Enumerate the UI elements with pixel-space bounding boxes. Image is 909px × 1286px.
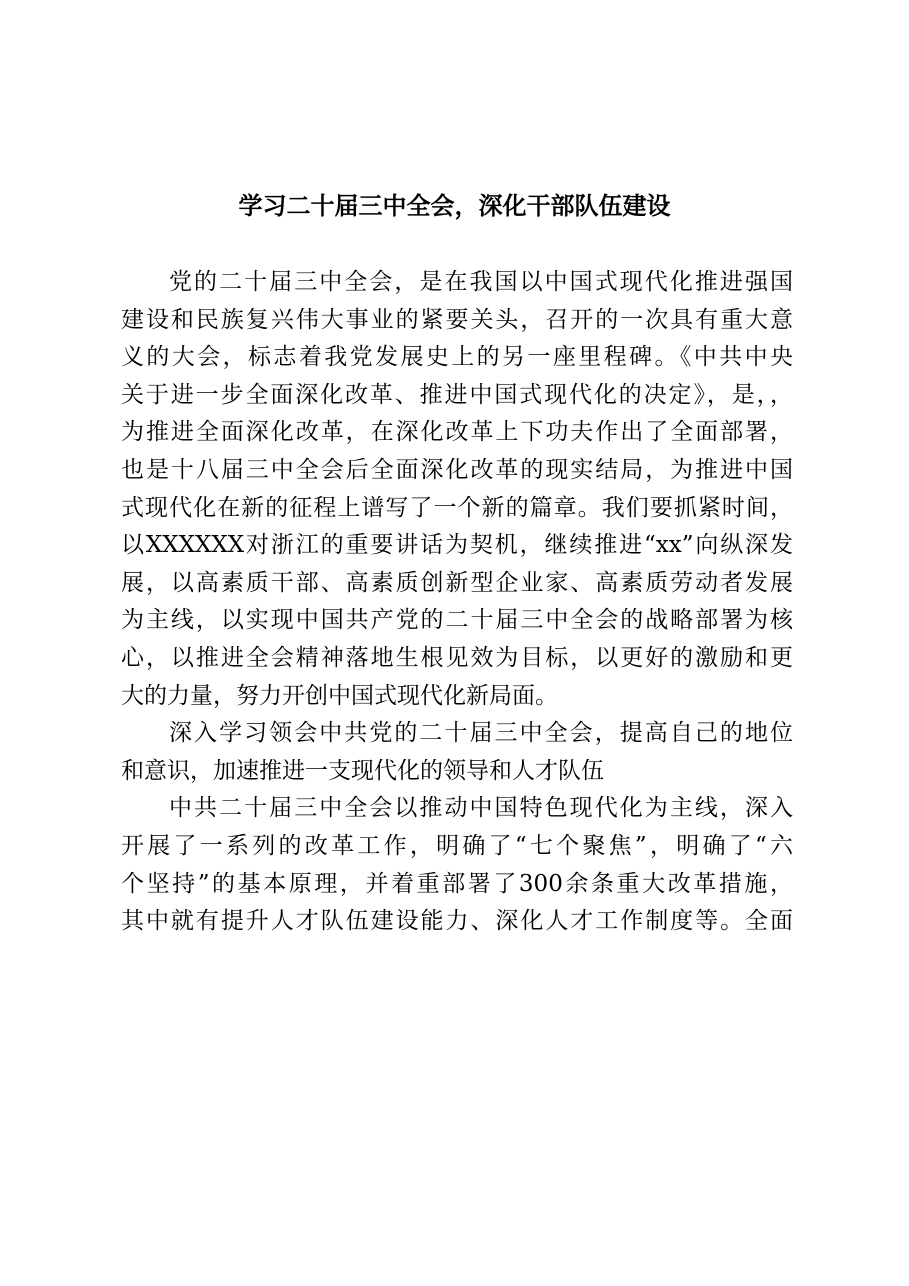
- paragraph-3-line-2: 开展了一系列的改革工作，明确了“七个聚焦”，明确了“六: [121, 832, 793, 859]
- paragraph-1-line-6: 也是十八届三中全会后全面深化改革的现实结局，为推进中国: [121, 456, 793, 483]
- paragraph-1-line-9: 展，以高素质干部、高素质创新型企业家、高素质劳动者发展: [121, 569, 793, 596]
- paragraph-3-line-1: 中共二十届三中全会以推动中国特色现代化为主线，深入: [169, 795, 793, 822]
- paragraph-1-line-10: 为主线，以实现中国共产党的二十届三中全会的战略部署为核: [121, 607, 793, 634]
- paragraph-1-line-5: 为推进全面深化改革，在深化改革上下功夫作出了全面部署，: [121, 419, 793, 446]
- paragraph-1-line-1: 党的二十届三中全会，是在我国以中国式现代化推进强国: [169, 269, 793, 295]
- paragraph-2-line-2: 和意识，加速推进一支现代化的领导和人才队伍: [121, 757, 604, 784]
- paragraph-1-line-8: 以XXXXXX对浙江的重要讲话为契机，继续推进“xx”向纵深发: [121, 532, 793, 559]
- paragraph-2-line-1: 深入学习领会中共党的二十届三中全会，提高自己的地位: [169, 720, 793, 747]
- paragraph-1-line-12: 大的力量，努力开创中国式现代化新局面。: [121, 682, 558, 709]
- paragraph-3-line-4: 其中就有提升人才队伍建设能力、深化人才工作制度等。全面: [121, 908, 793, 935]
- document-title: 学习二十届三中全会，深化干部队伍建设: [238, 191, 671, 220]
- paragraph-1-line-11: 心，以推进全会精神落地生根见效为目标，以更好的激励和更: [121, 644, 793, 671]
- paragraph-1-line-7: 式现代化在新的征程上谱写了一个新的篇章。我们要抓紧时间，: [121, 494, 793, 521]
- paragraph-3-line-3: 个坚持”的基本原理，并着重部署了300余条重大改革措施，: [121, 870, 793, 897]
- paragraph-1-line-3: 义的大会，标志着我党发展史上的另一座里程碑。《中共中央: [121, 344, 793, 371]
- paragraph-1-line-4: 关于进一步全面深化改革、推进中国式现代化的决定》，是，，: [121, 381, 793, 408]
- paragraph-1-line-2: 建设和民族复兴伟大事业的紧要关头，召开的一次具有重大意: [121, 306, 793, 333]
- document-body: [121, 264, 793, 941]
